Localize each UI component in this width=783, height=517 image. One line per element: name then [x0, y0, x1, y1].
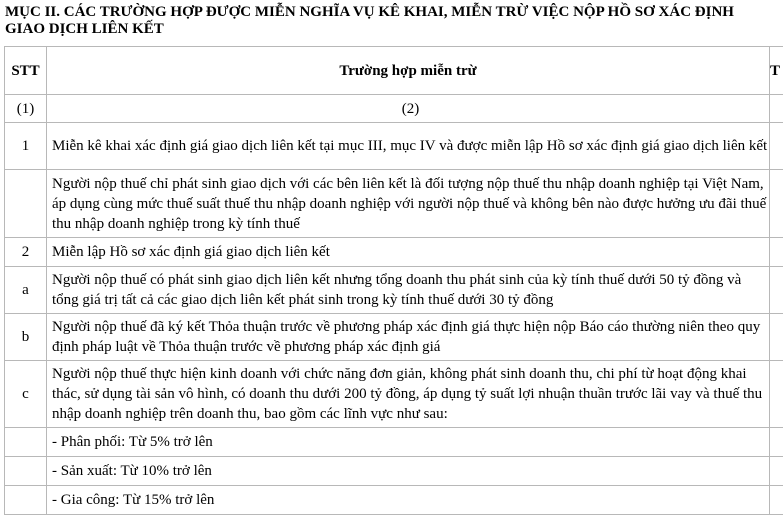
- row-text: Người nộp thuế thực hiện kinh doanh với chức năng đơn giản, không phát sinh doanh thu, chi phí từ hoạt động khai thác, sử dụng tài sản vô hình, có doanh thu dưới 200 tỷ đồng, áp dụng tỷ suất lợi nhuận thuần trước lãi vay và thuế thu nhập doanh nghiệp trên doanh thu, bao gồm các lĩnh vực như sau:: [47, 361, 770, 428]
- row-stt: c: [5, 361, 47, 428]
- table-cell-empty: [770, 457, 783, 486]
- table-row: [5, 267, 783, 314]
- table-row: [5, 361, 783, 428]
- table-cell-empty: [770, 123, 783, 170]
- table-cell-empty: [770, 314, 783, 361]
- row-text: Người nộp thuế có phát sinh giao dịch liên kết nhưng tổng doanh thu phát sinh của kỳ tính thuế dưới 50 tỷ đồng và tổng giá trị tất cả các giao dịch liên kết phát sinh trong kỳ tính thuế dưới 30 tỷ đồng: [47, 267, 770, 314]
- section-title-line2: GIAO DỊCH LIÊN KẾT: [5, 21, 164, 37]
- row-text: Miễn kê khai xác định giá giao dịch liên kết tại mục III, mục IV và được miễn lập Hồ sơ xác định giá giao dịch liên kết: [47, 123, 770, 170]
- table-row: [5, 123, 783, 170]
- header-col3: T: [770, 47, 783, 95]
- table-row: [5, 428, 783, 457]
- table-row: [5, 314, 783, 361]
- header-stt: STT: [5, 47, 47, 95]
- row-stt: [5, 428, 47, 457]
- table-cell-empty: [770, 361, 783, 428]
- section-heading: [5, 4, 783, 38]
- row-text: - Gia công: Từ 15% trở lên: [47, 486, 770, 515]
- row-stt: 1: [5, 123, 47, 170]
- table-cell-empty: [770, 428, 783, 457]
- row-text: - Sản xuất: Từ 10% trở lên: [47, 457, 770, 486]
- index-case: (2): [47, 95, 770, 123]
- section-title-line1: MỤC II. CÁC TRƯỜNG HỢP ĐƯỢC MIỄN NGHĨA VỤ KÊ KHAI, MIỄN TRỪ VIỆC NỘP HỒ SƠ XÁC ĐỊNH: [5, 4, 734, 20]
- table-header-row: [5, 47, 783, 95]
- table-index-row: [5, 95, 783, 123]
- index-stt: (1): [5, 95, 47, 123]
- row-stt: [5, 170, 47, 238]
- table-cell-empty: [770, 238, 783, 267]
- row-stt: 2: [5, 238, 47, 267]
- row-text: Người nộp thuế chỉ phát sinh giao dịch với các bên liên kết là đối tượng nộp thuế thu nhập doanh nghiệp tại Việt Nam, áp dụng cùng mức thuế suất thuế thu nhập doanh nghiệp với người nộp thuế và không bên nào được hưởng ưu đãi thuế thu nhập doanh nghiệp trong kỳ tính thuế: [47, 170, 770, 238]
- table-cell-empty: [770, 267, 783, 314]
- table-row: [5, 457, 783, 486]
- row-text: Miễn lập Hồ sơ xác định giá giao dịch liên kết: [47, 238, 770, 267]
- row-text: - Phân phối: Từ 5% trở lên: [47, 428, 770, 457]
- table-row: [5, 238, 783, 267]
- header-case: Trường hợp miễn trừ: [47, 47, 770, 95]
- exemption-table: [4, 46, 783, 515]
- table-cell-empty: [770, 95, 783, 123]
- table-row: [5, 486, 783, 515]
- table-cell-empty: [770, 486, 783, 515]
- row-stt: a: [5, 267, 47, 314]
- row-stt: b: [5, 314, 47, 361]
- table-row: [5, 170, 783, 238]
- row-stt: [5, 486, 47, 515]
- table-cell-empty: [770, 170, 783, 238]
- row-stt: [5, 457, 47, 486]
- row-text: Người nộp thuế đã ký kết Thỏa thuận trước về phương pháp xác định giá thực hiện nộp Báo cáo thường niên theo quy định pháp luật về Thỏa thuận trước về phương pháp xác định giá: [47, 314, 770, 361]
